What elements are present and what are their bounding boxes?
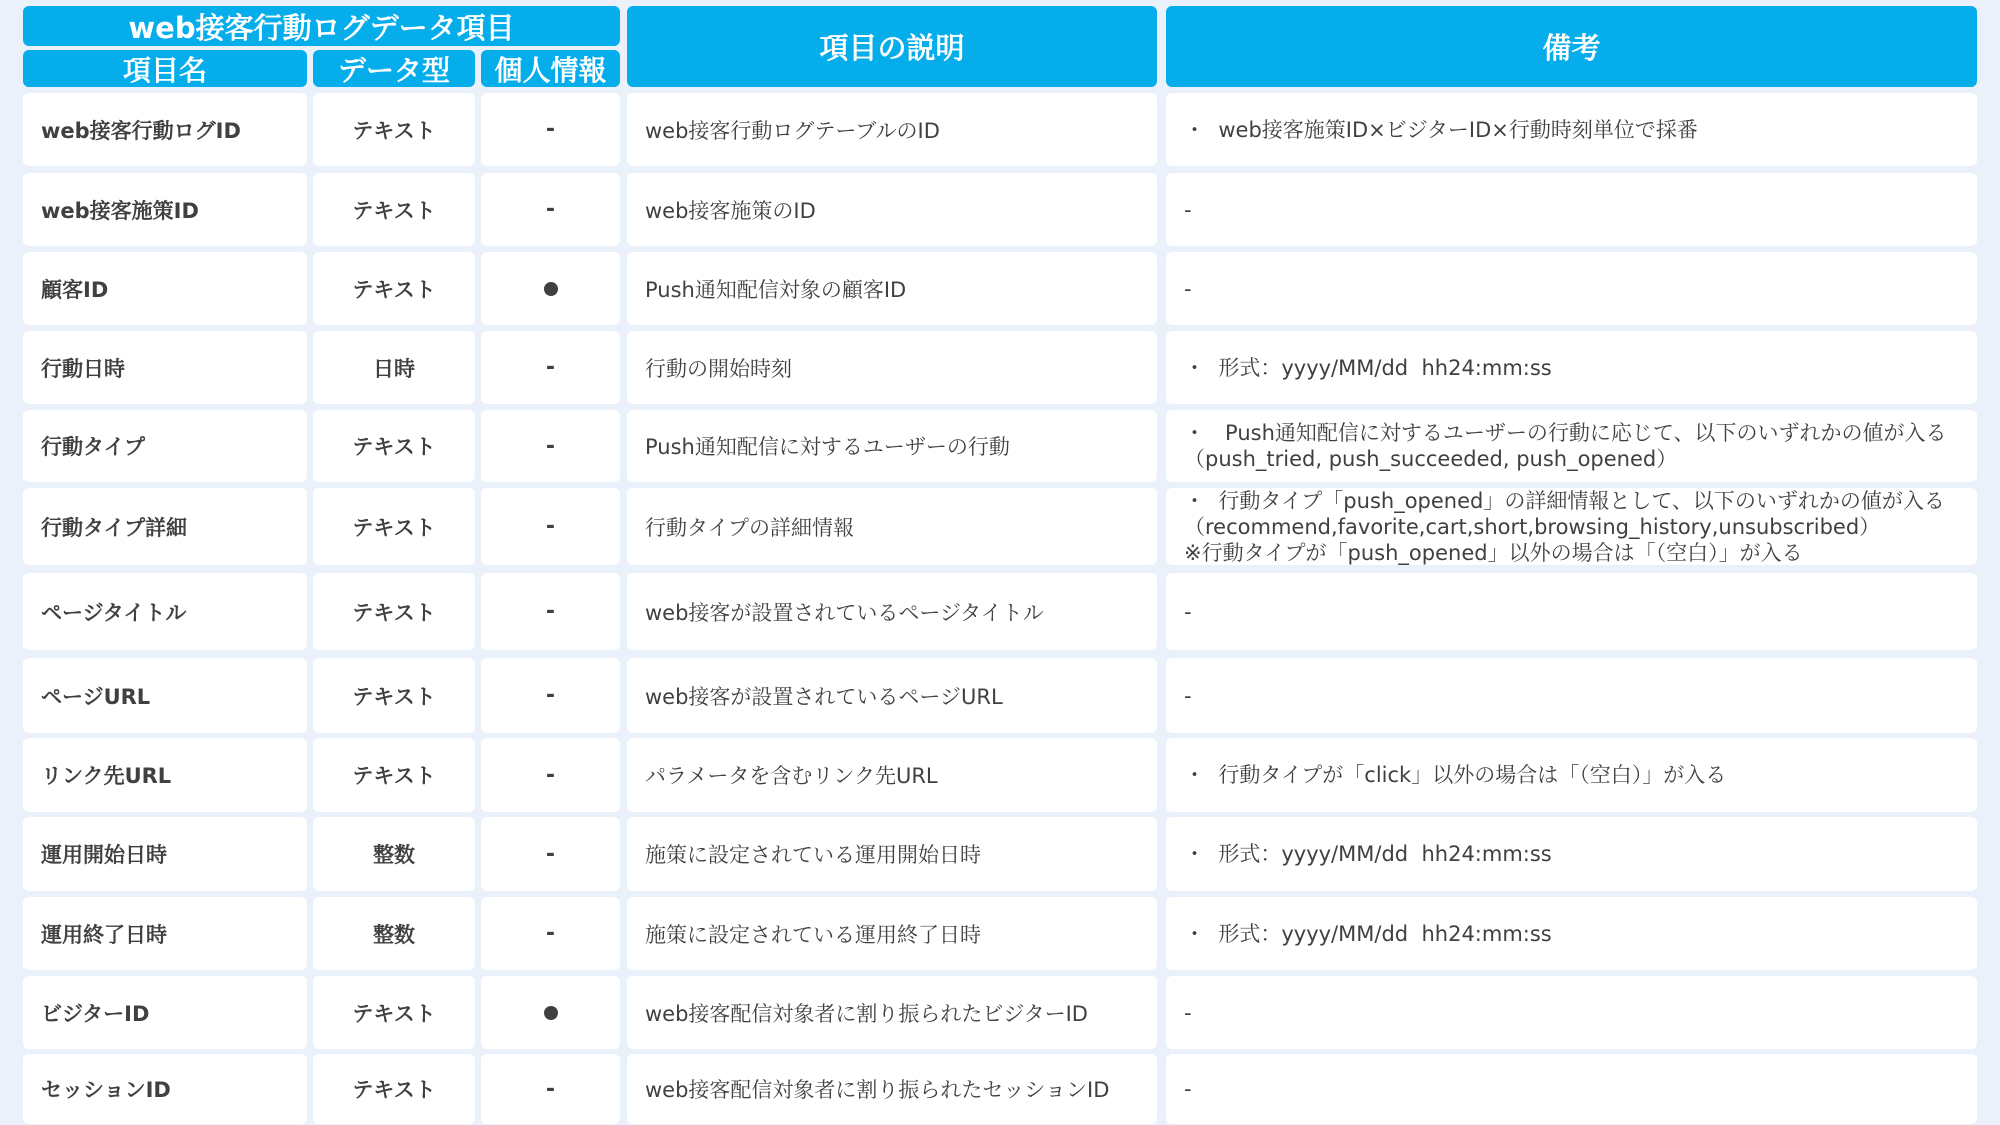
note-line: ・ 行動タイプが「click」以外の場合は「（空白）」が入る xyxy=(1184,763,1727,787)
header-personal-info: 個人情報 xyxy=(481,50,620,87)
notes-cell xyxy=(1166,252,1977,325)
table-row xyxy=(0,252,2000,325)
data-type-cell: テキスト xyxy=(313,976,475,1049)
personal-info-cell: - xyxy=(481,331,620,404)
item-name-cell: 運用終了日時 xyxy=(23,897,307,970)
notes-cell xyxy=(1166,410,1977,482)
note-line: （push_tried, push_succeeded, push_opened） xyxy=(1184,447,1678,471)
table-row xyxy=(0,93,2000,166)
notes-cell xyxy=(1166,173,1977,246)
personal-info-dot-icon xyxy=(544,1006,558,1020)
data-type-cell: 整数 xyxy=(313,817,475,891)
description-cell: 施策に設定されている運用開始日時 xyxy=(627,817,1157,891)
note-line: - xyxy=(1184,599,1192,624)
notes-cell xyxy=(1166,93,1977,166)
personal-info-cell: - xyxy=(481,173,620,246)
note-line: ・ Push通知配信に対するユーザーの行動に応じて、以下のいずれかの値が入る xyxy=(1184,421,1947,445)
table-row xyxy=(0,658,2000,733)
note-line: - xyxy=(1184,197,1192,222)
item-name-cell: ページURL xyxy=(23,658,307,733)
header-description: 項目の説明 xyxy=(627,6,1157,87)
description-cell: 行動タイプの詳細情報 xyxy=(627,488,1157,565)
data-type-cell: 整数 xyxy=(313,897,475,970)
header-group-title: web接客行動ログデータ項目 xyxy=(23,6,620,46)
notes-cell xyxy=(1166,488,1977,565)
personal-info-cell: - xyxy=(481,658,620,733)
note-line: ※行動タイプが「push_opened」以外の場合は「（空白）」が入る xyxy=(1184,540,1803,565)
header-item-name: 項目名 xyxy=(23,50,307,87)
description-cell: Push通知配信に対するユーザーの行動 xyxy=(627,410,1157,482)
note-line: ・ 形式：yyyy/MM/dd hh24:mm:ss xyxy=(1184,842,1552,866)
header-notes: 備考 xyxy=(1166,6,1977,87)
note-line: ・ 行動タイプ「push_opened」の詳細情報として、以下のいずれかの値が入る xyxy=(1184,488,1945,513)
notes-cell xyxy=(1166,331,1977,404)
data-type-cell: テキスト xyxy=(313,488,475,565)
item-name-cell: ページタイトル xyxy=(23,573,307,650)
notes-cell xyxy=(1166,817,1977,891)
note-line: ・ web接客施策ID×ビジターID×行動時刻単位で採番 xyxy=(1184,117,1698,142)
description-cell: Push通知配信対象の顧客ID xyxy=(627,252,1157,325)
notes-cell xyxy=(1166,1054,1977,1124)
notes-cell xyxy=(1166,897,1977,970)
description-cell: web接客行動ログテーブルのID xyxy=(627,93,1157,166)
item-name-cell: 顧客ID xyxy=(23,252,307,325)
personal-info-cell xyxy=(481,252,620,325)
item-name-cell: リンク先URL xyxy=(23,738,307,812)
table-row xyxy=(0,331,2000,404)
note-line: - xyxy=(1184,276,1192,301)
item-name-cell: web接客施策ID xyxy=(23,173,307,246)
table-row xyxy=(0,410,2000,482)
notes-cell xyxy=(1166,658,1977,733)
table-row xyxy=(0,1054,2000,1124)
personal-info-cell: - xyxy=(481,817,620,891)
table-row xyxy=(0,738,2000,812)
item-name-cell: 行動日時 xyxy=(23,331,307,404)
table-row xyxy=(0,488,2000,565)
data-type-cell: テキスト xyxy=(313,1054,475,1124)
table-row xyxy=(0,173,2000,246)
description-cell: web接客配信対象者に割り振られたビジターID xyxy=(627,976,1157,1049)
note-line: ・ 形式：yyyy/MM/dd hh24:mm:ss xyxy=(1184,921,1552,946)
description-cell: web接客施策のID xyxy=(627,173,1157,246)
data-type-cell: 日時 xyxy=(313,331,475,404)
notes-cell xyxy=(1166,573,1977,650)
data-type-cell: テキスト xyxy=(313,658,475,733)
table-row xyxy=(0,573,2000,650)
personal-info-cell: - xyxy=(481,1054,620,1124)
data-type-cell: テキスト xyxy=(313,173,475,246)
personal-info-cell: - xyxy=(481,410,620,482)
notes-cell xyxy=(1166,976,1977,1049)
table-row xyxy=(0,897,2000,970)
personal-info-cell xyxy=(481,976,620,1049)
note-line: - xyxy=(1184,1000,1192,1025)
personal-info-cell: - xyxy=(481,738,620,812)
description-cell: web接客が設置されているページURL xyxy=(627,658,1157,733)
description-cell: パラメータを含むリンク先URL xyxy=(627,738,1157,812)
description-cell: web接客配信対象者に割り振られたセッションID xyxy=(627,1054,1157,1124)
note-line: - xyxy=(1184,683,1192,708)
notes-cell xyxy=(1166,738,1977,812)
item-name-cell: 行動タイプ xyxy=(23,410,307,482)
note-line: （recommend,favorite,cart,short,browsing_history,unsubscribed） xyxy=(1184,514,1881,539)
data-type-cell: テキスト xyxy=(313,252,475,325)
description-cell: 施策に設定されている運用終了日時 xyxy=(627,897,1157,970)
personal-info-cell: - xyxy=(481,573,620,650)
item-name-cell: ビジターID xyxy=(23,976,307,1049)
item-name-cell: 運用開始日時 xyxy=(23,817,307,891)
table-row xyxy=(0,976,2000,1049)
data-type-cell: テキスト xyxy=(313,410,475,482)
data-type-cell: テキスト xyxy=(313,738,475,812)
personal-info-cell: - xyxy=(481,897,620,970)
table-row xyxy=(0,817,2000,891)
personal-info-cell: - xyxy=(481,93,620,166)
data-type-cell: テキスト xyxy=(313,573,475,650)
note-line: - xyxy=(1184,1077,1192,1101)
header-data-type: データ型 xyxy=(313,50,475,87)
data-type-cell: テキスト xyxy=(313,93,475,166)
personal-info-cell: - xyxy=(481,488,620,565)
description-cell: 行動の開始時刻 xyxy=(627,331,1157,404)
note-line: ・ 形式：yyyy/MM/dd hh24:mm:ss xyxy=(1184,355,1552,380)
description-cell: web接客が設置されているページタイトル xyxy=(627,573,1157,650)
item-name-cell: セッションID xyxy=(23,1054,307,1124)
personal-info-dot-icon xyxy=(544,282,558,296)
item-name-cell: 行動タイプ詳細 xyxy=(23,488,307,565)
item-name-cell: web接客行動ログID xyxy=(23,93,307,166)
